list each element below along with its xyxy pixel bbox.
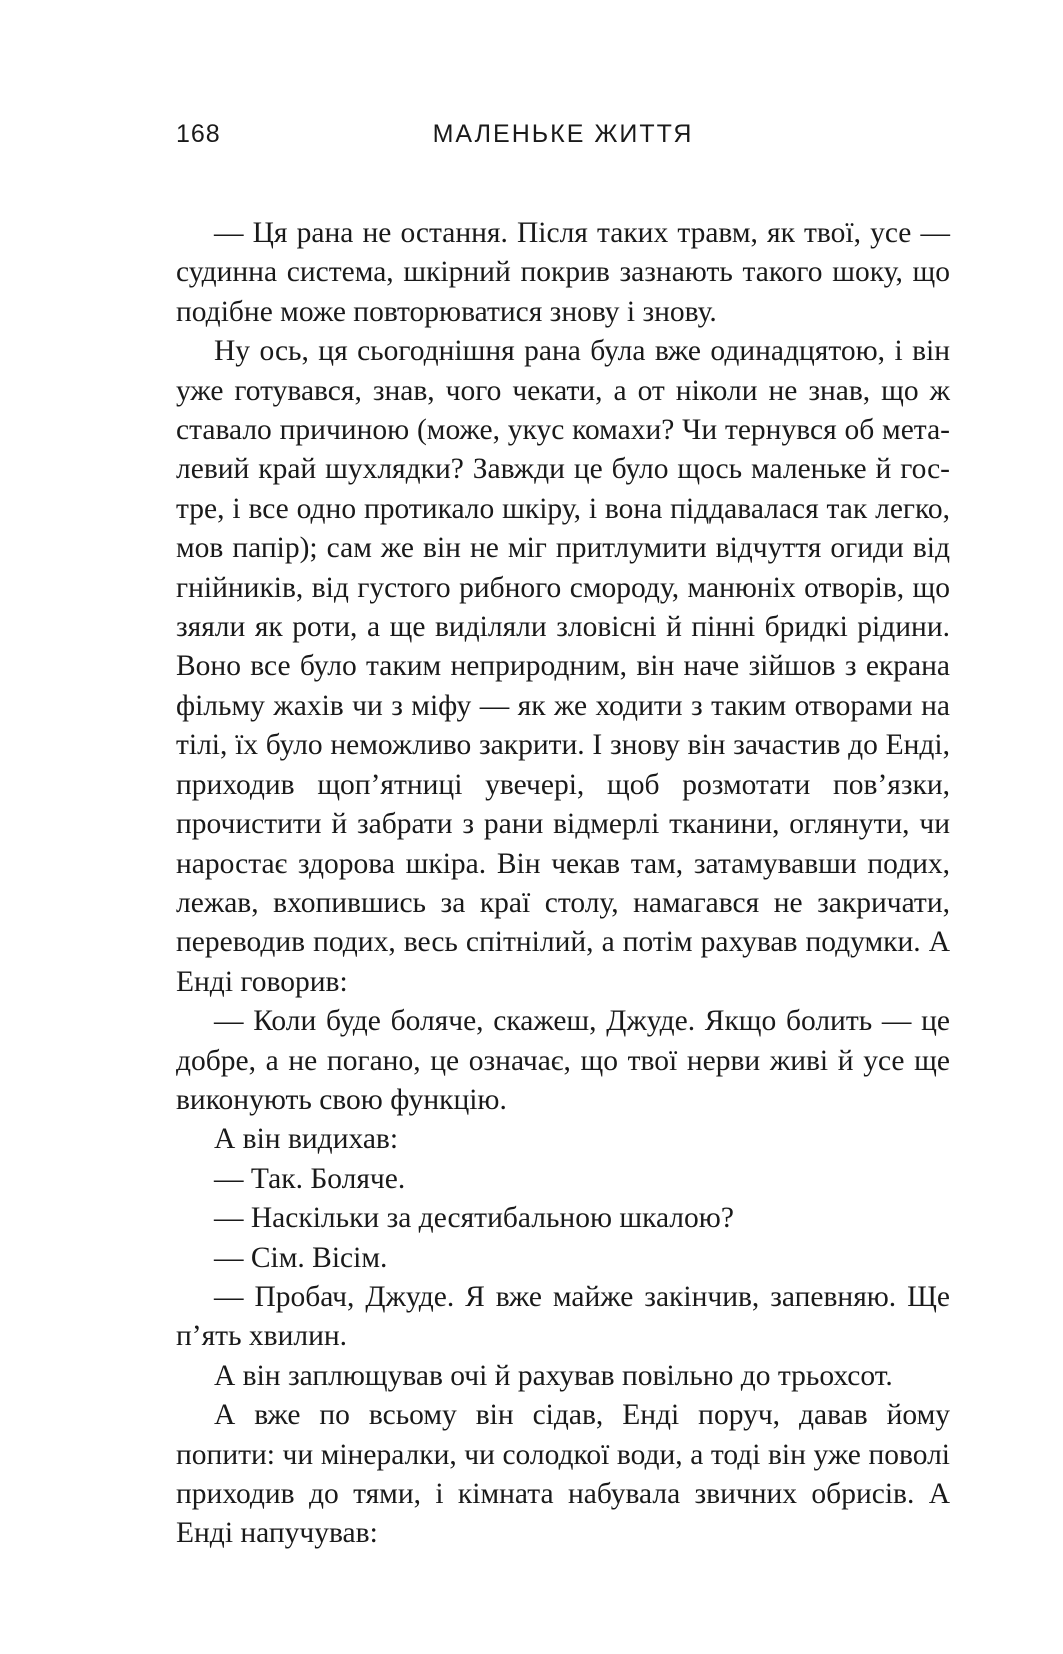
book-title: МАЛЕНЬКЕ ЖИТТЯ	[432, 120, 694, 148]
paragraph: — Наскільки за десятибальною шкалою?	[214, 1202, 734, 1235]
paragraph: — Сім. Вісім.	[214, 1241, 388, 1274]
paragraph: Ну ось, ця сьогоднішня рана була вже одинадцятою, і він уже готувався, знав, чого чекати, а от ніколи не знав, що ж ставало причиною (може, укус комахи? Чи тернувся об металевий край шухлядки? Завжди це було щось маленьке й гостре, і все одно протикало шкіру, і вона піддавалася так легко, мов папір); сам же він не міг притлумити відчуття огиди від гнійників, від густого рибного смороду, манюніх отворів, що зяяли як роти, а ще виділяли зловісні й пінні бридкі рідини. Воно все було таким неприродним, він наче зійшов з екрана фільму жахів чи з міфу — як же ходити з таким отворами на тілі, їх було неможливо закрити. І знову він зачастив до Енді, приходив щоп’ятниці увечері, щоб розмотати пов’язки, прочистити й забрати з рани відмерлі тканини, оглянути, чи наростає здорова шкіра. Він чекав там, затамувавши подих, лежав, вхопившись за краї столу, намагався не закричати, переводив подих, весь спітнілий, а потім рахував подумки. А Енді говорив:	[176, 335, 950, 998]
paragraph: А вже по всьому він сідав, Енді поруч, давав йому попити: чи мінералки, чи солодкої води, а тоді він уже поволі приходив до тями, і кімната набувала звичних обрисів. А Енді напучував:	[176, 1399, 950, 1550]
paragraph: — Так. Боляче.	[214, 1162, 406, 1195]
paragraph: — Ця рана не остання. Після таких травм, як твої, усе — судинна система, шкірний покрив зазнають такого шоку, що подібне може повторюватися знову і знову.	[176, 217, 950, 328]
paragraph: — Коли буде боляче, скажеш, Джуде. Якщо болить — це добре, а не погано, це означає, що твої нерви живі й усе ще виконують свою функцію.	[176, 1005, 950, 1116]
page-number: 168	[176, 120, 221, 148]
body-text	[176, 214, 950, 1554]
paragraph: — Пробач, Джуде. Я вже майже закінчив, запевняю. Ще п’ять хвилин.	[176, 1280, 950, 1353]
running-header	[176, 120, 950, 156]
paragraph: А він видихав:	[214, 1123, 399, 1156]
paragraph: А він заплющував очі й рахував повільно до трьохсот.	[214, 1359, 893, 1392]
